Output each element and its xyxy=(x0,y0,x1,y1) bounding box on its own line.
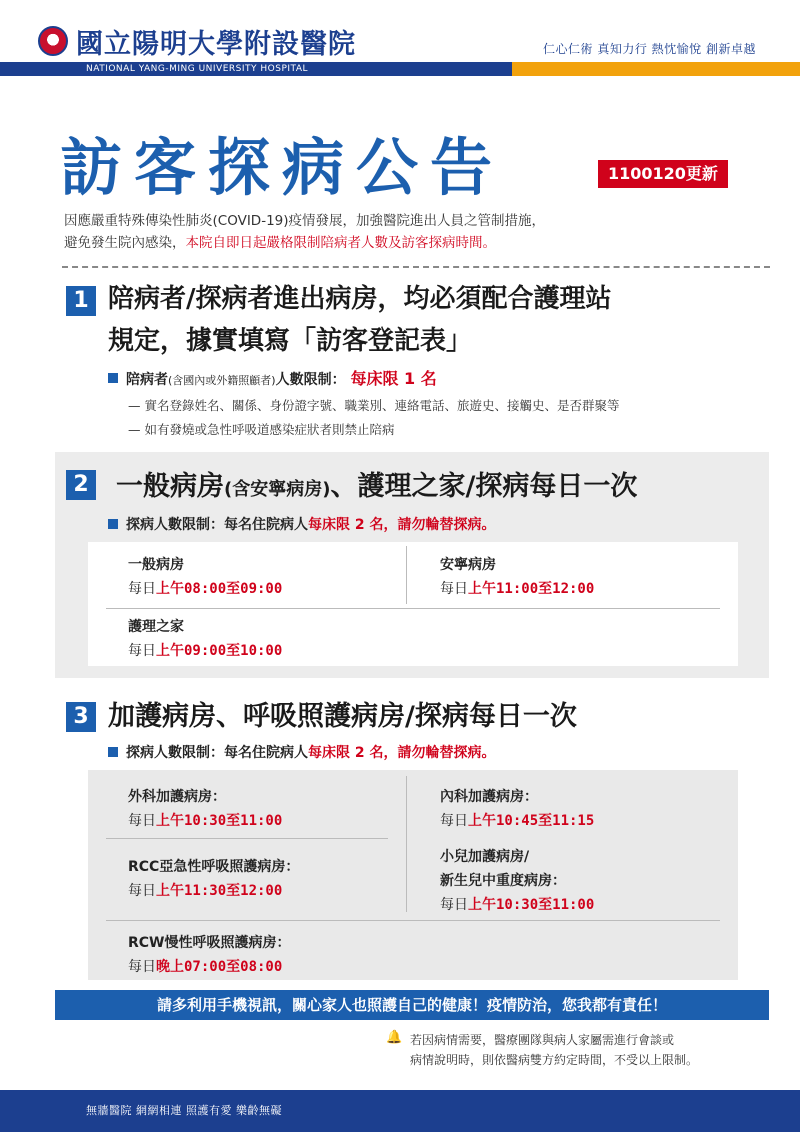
bell-icon: 🔔 xyxy=(386,1030,403,1045)
ward-neonatal-name: 新生兒中重度病房： xyxy=(440,873,566,889)
section-3-ward-card xyxy=(88,770,738,980)
ward-medical-icu-name: 內科加護病房： xyxy=(440,789,538,805)
ward-surgical-icu-time xyxy=(128,810,282,830)
ward-rcc-time xyxy=(128,880,282,900)
ward-nursing-home-time xyxy=(128,640,282,660)
page-title: 訪客探病公告 xyxy=(60,131,505,204)
ward-medical-icu-time xyxy=(440,810,594,830)
card-divider xyxy=(406,546,407,604)
section-3-visit-limit xyxy=(108,742,496,762)
card-divider xyxy=(406,776,407,912)
ward-nursing-home-name: 護理之家 xyxy=(128,619,184,635)
companion-note: (含國內或外籍照顧者) xyxy=(168,374,276,387)
intro-line-2-plain: 避免發生院內感染， xyxy=(64,235,186,251)
ward-pediatric-icu-time xyxy=(440,894,594,914)
companion-limit xyxy=(108,366,437,389)
ward-rcw-name: RCW慢性呼吸照護病房： xyxy=(128,935,291,951)
hospital-motto: 仁心仁術 真知力行 熱忱愉悅 創新卓越 xyxy=(543,42,756,56)
visit-limit-value: 每床限 2 名，請勿輪替探病。 xyxy=(308,745,496,761)
time-value: 上午10:30至11:00 xyxy=(156,813,283,829)
hospital-logo-icon xyxy=(38,26,68,56)
ward-general-name: 一般病房 xyxy=(128,557,184,573)
ward-surgical-icu-name: 外科加護病房： xyxy=(128,789,226,805)
intro-highlight: 本院自即日起嚴格限制陪病者人數及訪客探病時間。 xyxy=(185,235,496,251)
time-prefix: 每日 xyxy=(440,897,468,913)
bullet-square-icon xyxy=(108,519,118,529)
time-value: 上午08:00至09:00 xyxy=(156,581,283,597)
footer-slogan: 無牆醫院 網網相連 照護有愛 樂齡無礙 xyxy=(86,1104,282,1117)
visit-limit-prefix: 探病人數限制：每名住院病人 xyxy=(126,745,308,761)
time-prefix: 每日 xyxy=(440,581,468,597)
time-prefix: 每日 xyxy=(440,813,468,829)
card-divider xyxy=(106,920,720,921)
dashed-divider xyxy=(62,266,770,268)
time-prefix: 每日 xyxy=(128,959,156,975)
companion-label: 陪病者 xyxy=(126,372,168,388)
section-3-number: 3 xyxy=(66,702,96,732)
time-prefix: 每日 xyxy=(128,581,156,597)
time-prefix: 每日 xyxy=(128,883,156,899)
section-1-number: 1 xyxy=(66,286,96,316)
update-badge: 1100120更新 xyxy=(598,160,728,188)
time-value: 上午11:00至12:00 xyxy=(468,581,595,597)
section-2-visit-limit xyxy=(108,514,496,534)
ward-general-time xyxy=(128,578,282,598)
time-value: 上午11:30至12:00 xyxy=(156,883,283,899)
ward-hospice-name: 安寧病房 xyxy=(440,557,496,573)
bullet-square-icon xyxy=(108,373,118,383)
time-value: 上午10:30至11:00 xyxy=(468,897,595,913)
video-call-banner: 請多利用手機視訊，關心家人也照護自己的健康！疫情防治，您我都有責任！ xyxy=(55,990,769,1020)
time-prefix: 每日 xyxy=(128,643,156,659)
hospital-name-en: NATIONAL YANG-MING UNIVERSITY HOSPITAL xyxy=(86,64,308,74)
ward-rcc-name: RCC亞急性呼吸照護病房： xyxy=(128,859,300,875)
time-prefix: 每日 xyxy=(128,813,156,829)
exception-note xyxy=(410,1030,750,1070)
bullet-square-icon xyxy=(108,747,118,757)
hospital-name: 國立陽明大學附設醫院 xyxy=(76,29,356,60)
section-2-ward-card xyxy=(88,542,738,666)
section-3-title: 加護病房、呼吸照護病房/探病每日一次 xyxy=(108,701,577,732)
intro-line-2 xyxy=(64,232,754,254)
time-value: 上午09:00至10:00 xyxy=(156,643,283,659)
time-value: 晚上07:00至08:00 xyxy=(156,959,283,975)
section-2-title-paren: (含安寧病房) xyxy=(224,479,331,500)
fever-rule: — 如有發燒或急性呼吸道感染症狀者則禁止陪病 xyxy=(128,422,395,437)
section-1-title-line-2: 規定，據實填寫「訪客登記表」 xyxy=(108,326,473,356)
companion-limit-value: 每床限 1 名 xyxy=(350,369,437,388)
intro-text xyxy=(64,210,754,254)
note-line-2: 病情說明時，則依醫病雙方約定時間，不受以上限制。 xyxy=(410,1053,699,1067)
section-2-title xyxy=(116,464,637,503)
companion-suffix: 人數限制： xyxy=(275,372,346,388)
note-line-1: 若因病情需要，醫療團隊與病人家屬需進行會談或 xyxy=(410,1033,675,1047)
section-2-number: 2 xyxy=(66,470,96,500)
registration-rule: — 實名登錄姓名、關係、身份證字號、職業別、連絡電話、旅遊史、接觸史、是否群聚等 xyxy=(128,398,620,413)
visit-limit-value: 每床限 2 名，請勿輪替探病。 xyxy=(308,517,496,533)
visit-limit-prefix: 探病人數限制：每名住院病人 xyxy=(126,517,308,533)
ward-rcw-time xyxy=(128,956,282,976)
card-divider xyxy=(106,608,720,609)
ward-hospice-time xyxy=(440,578,594,598)
section-1-title-line-1: 陪病者/探病者進出病房，均必須配合護理站 xyxy=(108,284,612,314)
header xyxy=(0,0,800,76)
section-1-title xyxy=(108,278,748,362)
card-divider xyxy=(106,838,388,839)
intro-line-1: 因應嚴重特殊傳染性肺炎(COVID-19)疫情發展，加強醫院進出人員之管制措施， xyxy=(64,213,546,229)
section-2-title-main: 一般病房 xyxy=(116,471,224,502)
section-2-title-rest: 、護理之家/探病每日一次 xyxy=(330,471,638,502)
time-value: 上午10:45至11:15 xyxy=(468,813,595,829)
ward-pediatric-icu-name: 小兒加護病房/ xyxy=(440,849,530,865)
